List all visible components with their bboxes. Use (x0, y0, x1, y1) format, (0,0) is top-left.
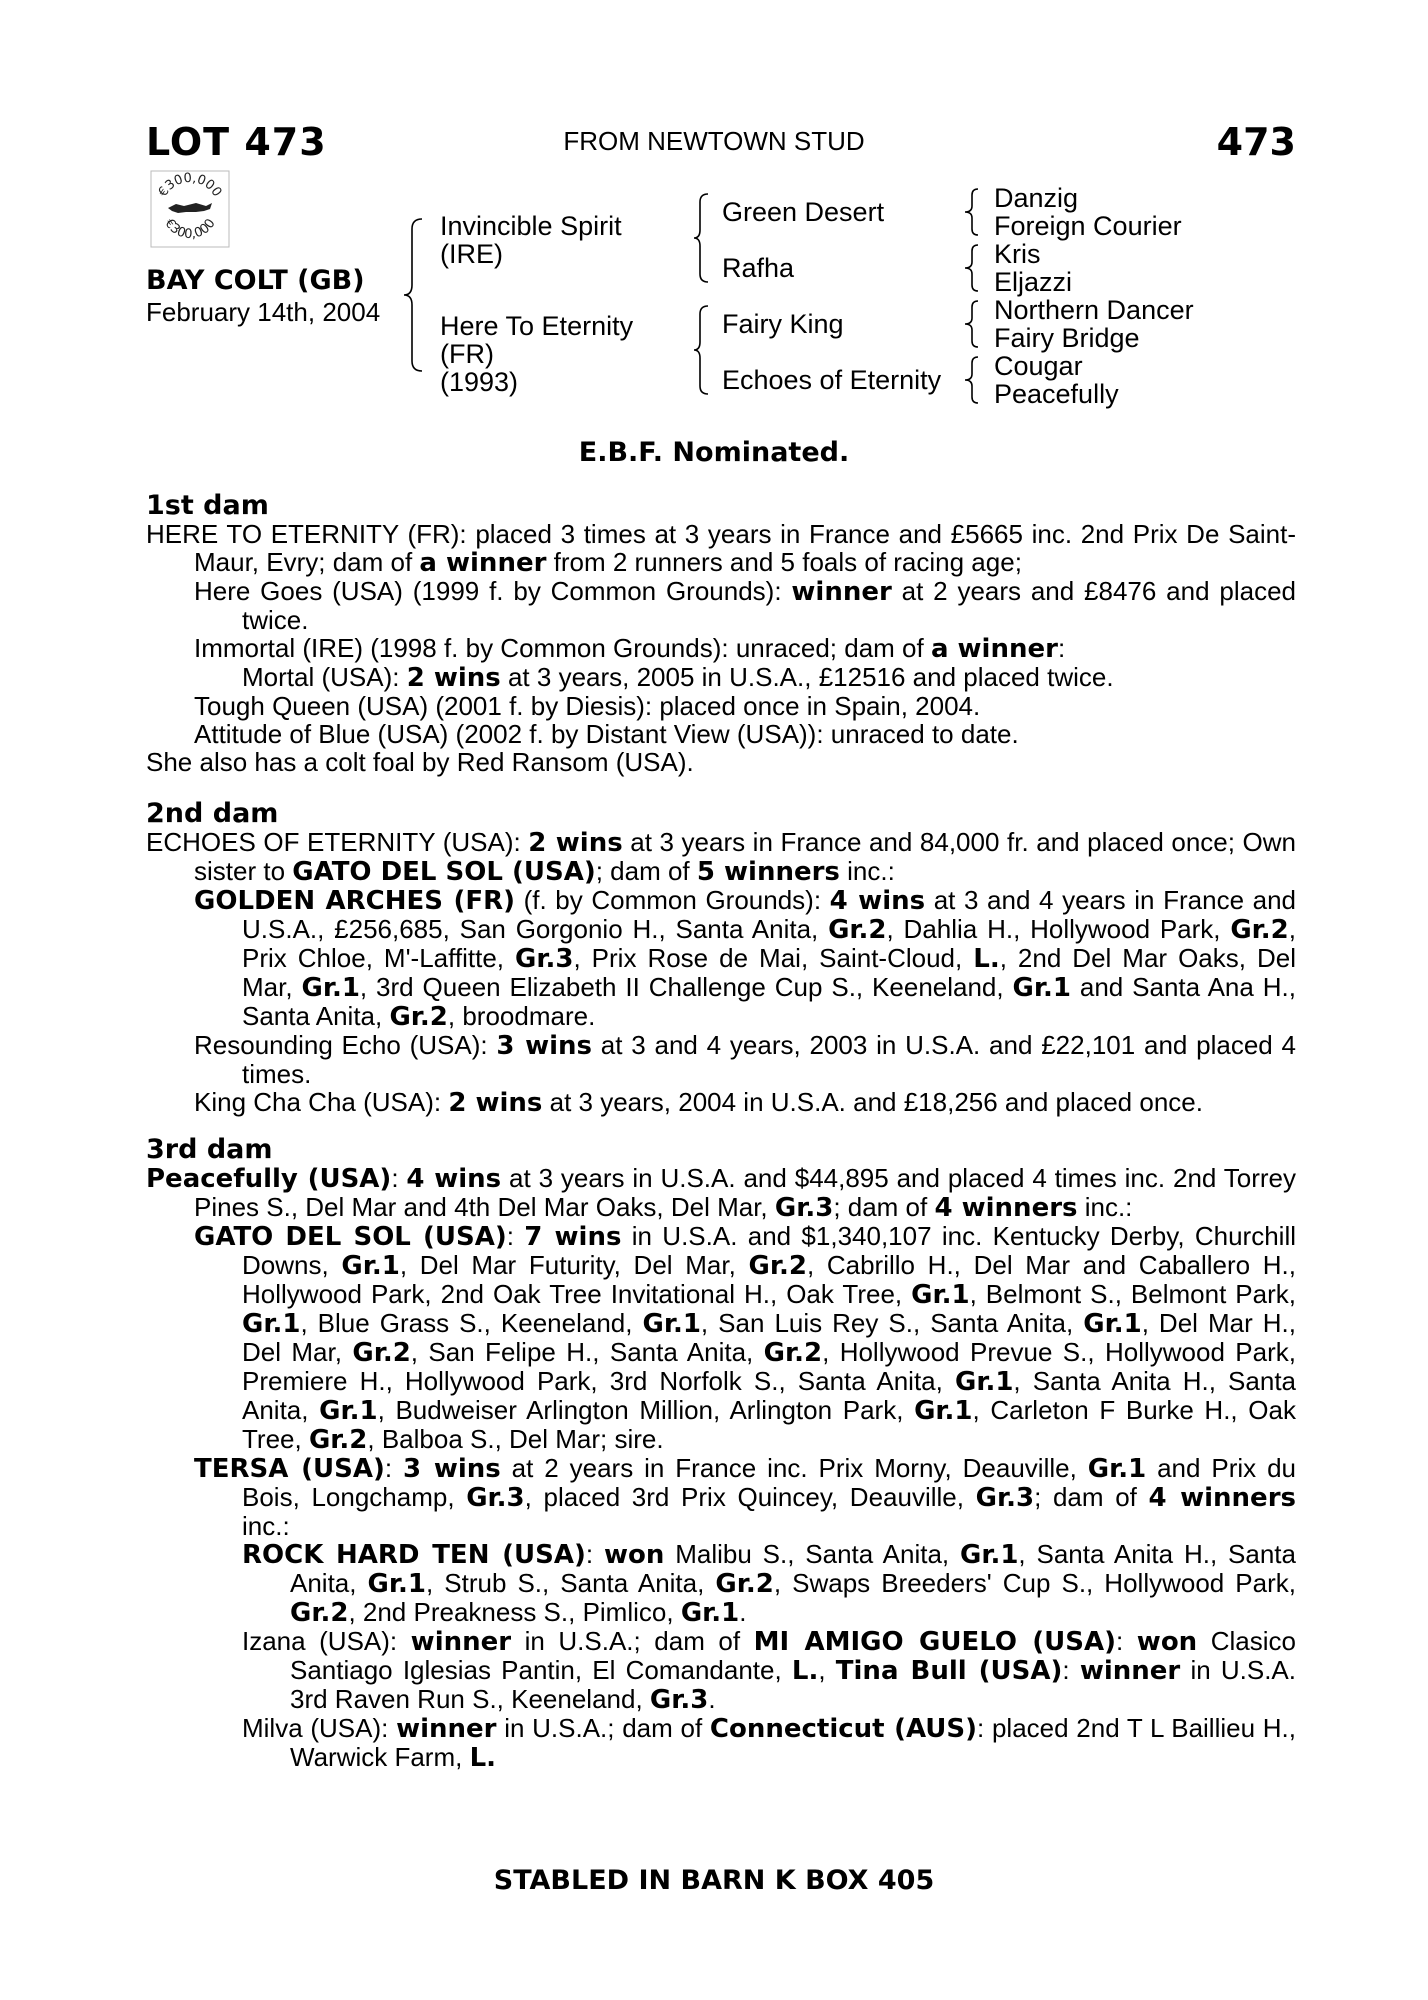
foaling-date: February 14th, 2004 (146, 297, 381, 327)
gen3-4: Eljazzi (994, 267, 1073, 297)
sire-name: Invincible Spirit (440, 211, 622, 241)
second-dam-summary: ECHOES OF ETERNITY (USA): 2 wins at 3 years in France and 84,000 fr. and placed once; Own sister to GATO DEL SOL (USA); dam of 5 winners inc.: (146, 827, 1296, 887)
gen3-7: Cougar (994, 351, 1083, 381)
ebf-nominated: E.B.F. Nominated. (578, 437, 850, 468)
grandsire-sire: Green Desert (722, 197, 885, 227)
first-dam-section (146, 492, 1296, 776)
produce-here-goes: Here Goes (USA) (1999 f. by Common Grounds): winner at 2 years and £8476 and placed twice. (194, 576, 1297, 635)
produce-tersa: TERSA (USA): 3 wins at 2 years in France inc. Prix Morny, Deauville, Gr.1 and Prix du Bois, Longchamp, Gr.3, placed 3rd Prix Quincey, Deauville, Gr.3; dam of 4 winners inc.: (194, 1453, 1296, 1541)
dam-name: Here To Eternity (440, 311, 634, 341)
third-dam-section (146, 1136, 1296, 1772)
pedigree-brace-g2 (960, 242, 984, 294)
produce-attitude-of-blue: Attitude of Blue (USA) (2002 f. by Distant View (USA)): unraced to date. (194, 719, 1019, 749)
gen3-8: Peacefully (994, 379, 1119, 409)
sire-country: (IRE) (440, 239, 503, 269)
horse-description: BAY COLT (GB) (146, 265, 365, 296)
colt-foal-note: She also has a colt foal by Red Ransom (USA). (146, 747, 694, 777)
pedigree-brace-g1 (960, 186, 984, 238)
pedigree-brace-g3 (960, 298, 984, 350)
first-dam-summary: HERE TO ETERNITY (FR): placed 3 times at 3 years in France and £5665 inc. 2nd Prix De Saint-Maur, Evry; dam of a winner from 2 runners and 5 foals of racing age; (146, 519, 1296, 578)
pedigree-brace-g4 (960, 354, 984, 406)
produce-mortal: Mortal (USA): 2 wins at 3 years, 2005 in U.S.A., £12516 and placed twice. (242, 662, 1114, 693)
pedigree-dam (440, 312, 633, 396)
price-badge-icon (150, 170, 230, 248)
third-dam-summary: Peacefully (USA): 4 wins at 3 years in U.S.A. and $44,895 and placed 4 times inc. 2nd Torrey Pines S., Del Mar and 4th Del Mar Oaks, Del Mar, Gr.3; dam of 4 winners inc.: (146, 1163, 1297, 1223)
granddam-dam: Echoes of Eternity (722, 365, 942, 395)
gen3-3: Kris (994, 239, 1041, 269)
gen3-1: Danzig (994, 183, 1079, 213)
produce-milva: Milva (USA): winner in U.S.A.; dam of Connecticut (AUS): placed 2nd T L Baillieu H., Warwick Farm, L. (242, 1713, 1296, 1773)
dam-country: (FR) (440, 339, 494, 369)
pedigree-brace-sire (690, 190, 714, 286)
lot-label: LOT 473 (146, 120, 327, 164)
first-dam-title: 1st dam (146, 490, 269, 521)
gen3-5: Northern Dancer (994, 295, 1194, 325)
produce-rock-hard-ten: ROCK HARD TEN (USA): won Malibu S., Santa Anita, Gr.1, Santa Anita H., Santa Anita, Gr.1, Strub S., Santa Anita, Gr.2, Swaps Breeders' Cup S., Hollywood Park, Gr.2, 2nd Preakness S., Pimlico, Gr.1. (242, 1539, 1296, 1628)
gen3-6: Fairy Bridge (994, 323, 1140, 353)
badge-text-bottom: €300,000 (161, 216, 219, 243)
pedigree-sire (440, 212, 622, 268)
produce-immortal: Immortal (IRE) (1998 f. by Common Grounds): unraced; dam of a winner: (194, 633, 1066, 664)
pedigree-brace-dam (690, 302, 714, 398)
gen3-2: Foreign Courier (994, 211, 1182, 241)
granddam-sire: Rafha (722, 253, 795, 283)
vendor-name: FROM NEWTOWN STUD (563, 126, 865, 156)
second-dam-title: 2nd dam (146, 798, 279, 829)
produce-king-cha-cha: King Cha Cha (USA): 2 wins at 3 years, 2004 in U.S.A. and £18,256 and placed once. (194, 1087, 1203, 1118)
produce-gato-del-sol: GATO DEL SOL (USA): 7 wins in U.S.A. and $1,340,107 inc. Kentucky Derby, Churchill Downs, Gr.1, Del Mar Futurity, Del Mar, Gr.2, Cabrillo H., Del Mar and Caballero H., Hollywood Park, 2nd Oak Tree Invitational H., Oak Tree, Gr.1, Belmont S., Belmont Park, Gr.1, Blue Grass S., Keeneland, Gr.1, San Luis Rey S., Santa Anita, Gr.1, Del Mar H., Del Mar, Gr.2, San Felipe H., Santa Anita, Gr.2, Hollywood Prevue S., Hollywood Park, Premiere H., Hollywood Park, 3rd Norfolk S., Santa Anita, Gr.1, Santa Anita H., Santa Anita, Gr.1, Budweiser Arlington Million, Arlington Park, Gr.1, Carleton F Burke H., Oak Tree, Gr.2, Balboa S., Del Mar; sire. (194, 1221, 1297, 1455)
produce-resounding-echo: Resounding Echo (USA): 3 wins at 3 and 4 years, 2003 in U.S.A. and £22,101 and placed 4 times. (194, 1030, 1296, 1089)
dam-year: (1993) (440, 367, 519, 397)
produce-izana: Izana (USA): winner in U.S.A.; dam of MI AMIGO GUELO (USA): won Clasico Santiago Iglesias Pantin, El Comandante, L., Tina Bull (USA): winner in U.S.A. 3rd Raven Run S., Keeneland, Gr.3. (242, 1626, 1296, 1715)
lot-number: 473 (1216, 120, 1296, 164)
pedigree-brace-main (400, 215, 430, 375)
produce-tough-queen: Tough Queen (USA) (2001 f. by Diesis): placed once in Spain, 2004. (194, 691, 981, 721)
second-dam-section (146, 800, 1296, 1117)
badge-text-top: €300,000 (155, 170, 225, 200)
produce-golden-arches: GOLDEN ARCHES (FR) (f. by Common Grounds): 4 wins at 3 and 4 years in France and U.S.A., £256,685, San Gorgonio H., Santa Anita, Gr.2, Dahlia H., Hollywood Park, Gr.2, Prix Chloe, M'-Laffitte, Gr.3, Prix Rose de Mai, Saint-Cloud, L., 2nd Del Mar Oaks, Del Mar, Gr.1, 3rd Queen Elizabeth II Challenge Cup S., Keeneland, Gr.1 and Santa Ana H., Santa Anita, Gr.2, broodmare. (194, 885, 1297, 1032)
third-dam-title: 3rd dam (146, 1134, 273, 1165)
stabling-info: STABLED IN BARN K BOX 405 (493, 1865, 935, 1896)
grandsire-dam: Fairy King (722, 309, 844, 339)
